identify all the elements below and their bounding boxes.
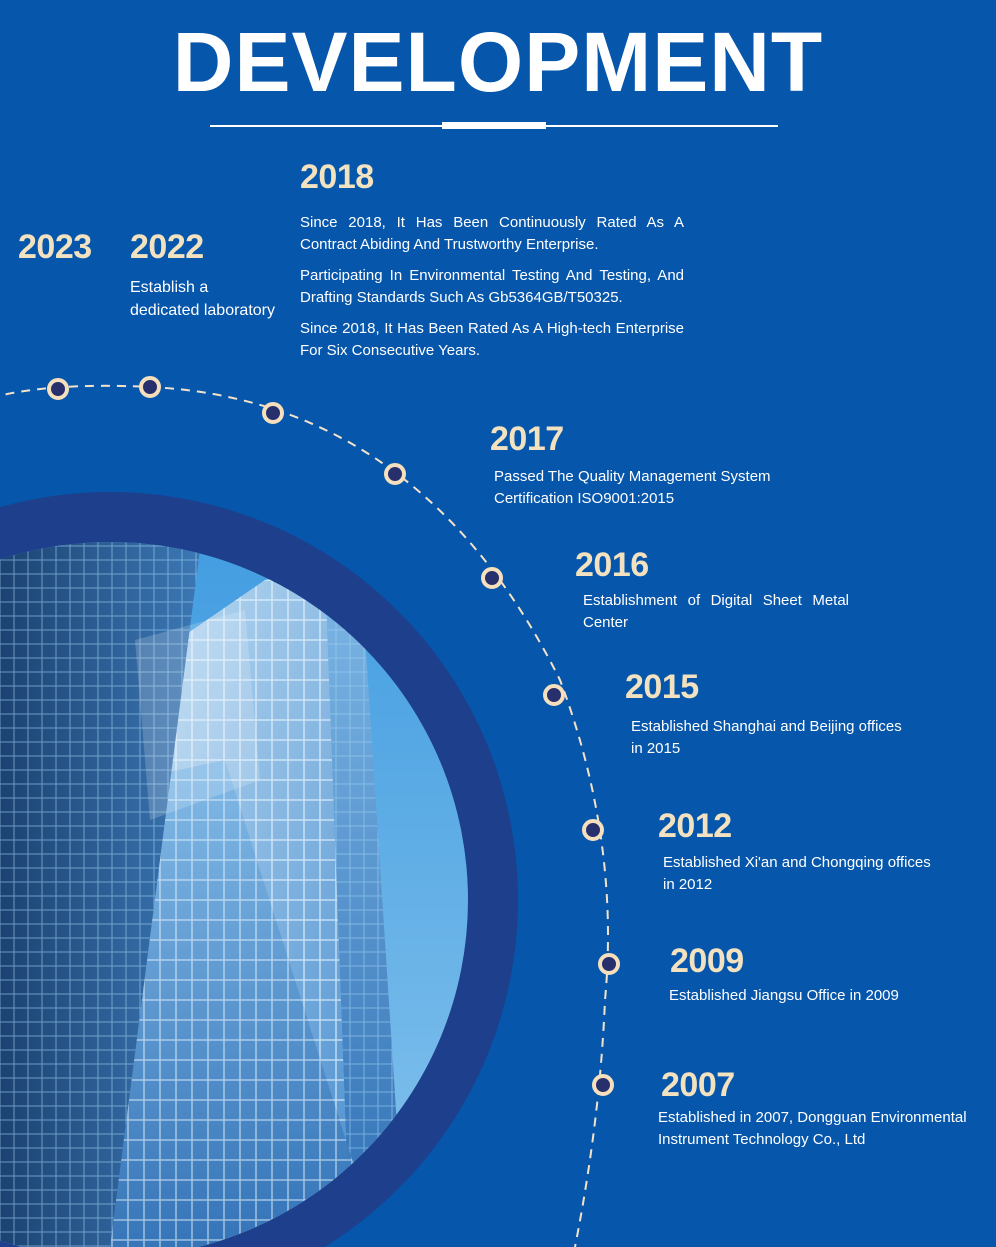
timeline-node-2016 xyxy=(481,567,503,589)
timeline-node-2022 xyxy=(139,376,161,398)
timeline-node-2007 xyxy=(592,1074,614,1096)
milestone-year-2009: 2009 xyxy=(670,942,744,980)
milestone-text-2015: Established Shanghai and Beijing offices in 2015 xyxy=(631,718,902,757)
milestone-2018-paragraph-2: Participating In Environmental Testing And Testing, And Drafting Standards Such As Gb5364GB/T50325. xyxy=(300,267,684,306)
milestone-text-2018 xyxy=(300,212,684,371)
milestone-year-2022: 2022 xyxy=(130,228,204,266)
timeline-node-2023 xyxy=(47,378,69,400)
milestone-year-2018: 2018 xyxy=(300,158,374,196)
timeline-node-2018 xyxy=(262,402,284,424)
milestone-year-2017: 2017 xyxy=(490,420,564,458)
milestone-text-2009: Established Jiangsu Office in 2009 xyxy=(669,987,899,1004)
milestone-text-2017: Passed The Quality Management System Certification ISO9001:2015 xyxy=(494,468,771,507)
milestone-text-2022: Establish a dedicated laboratory xyxy=(130,279,275,319)
timeline-node-2012 xyxy=(582,819,604,841)
title-divider-accent xyxy=(442,122,546,129)
timeline-node-2009 xyxy=(598,953,620,975)
milestone-year-2012: 2012 xyxy=(658,807,732,845)
milestone-year-2023: 2023 xyxy=(18,228,92,266)
milestone-2018-paragraph-3: Since 2018, It Has Been Rated As A High-tech Enterprise For Six Consecutive Years. xyxy=(300,320,684,359)
milestone-year-2007: 2007 xyxy=(661,1066,735,1104)
milestone-year-2015: 2015 xyxy=(625,668,699,706)
page-title: DEVELOPMENT xyxy=(172,15,824,109)
milestone-text-2016: Establishment of Digital Sheet Metal Center xyxy=(583,592,849,631)
milestone-year-2016: 2016 xyxy=(575,546,649,584)
milestone-2018-paragraph-1: Since 2018, It Has Been Continuously Rated As A Contract Abiding And Trustworthy Enterprise. xyxy=(300,214,684,253)
timeline-node-2017 xyxy=(384,463,406,485)
milestone-text-2012: Established Xi'an and Chongqing offices in 2012 xyxy=(663,854,931,893)
timeline-node-2015 xyxy=(543,684,565,706)
milestone-text-2007: Established in 2007, Dongguan Environmental Instrument Technology Co., Ltd xyxy=(658,1109,967,1148)
